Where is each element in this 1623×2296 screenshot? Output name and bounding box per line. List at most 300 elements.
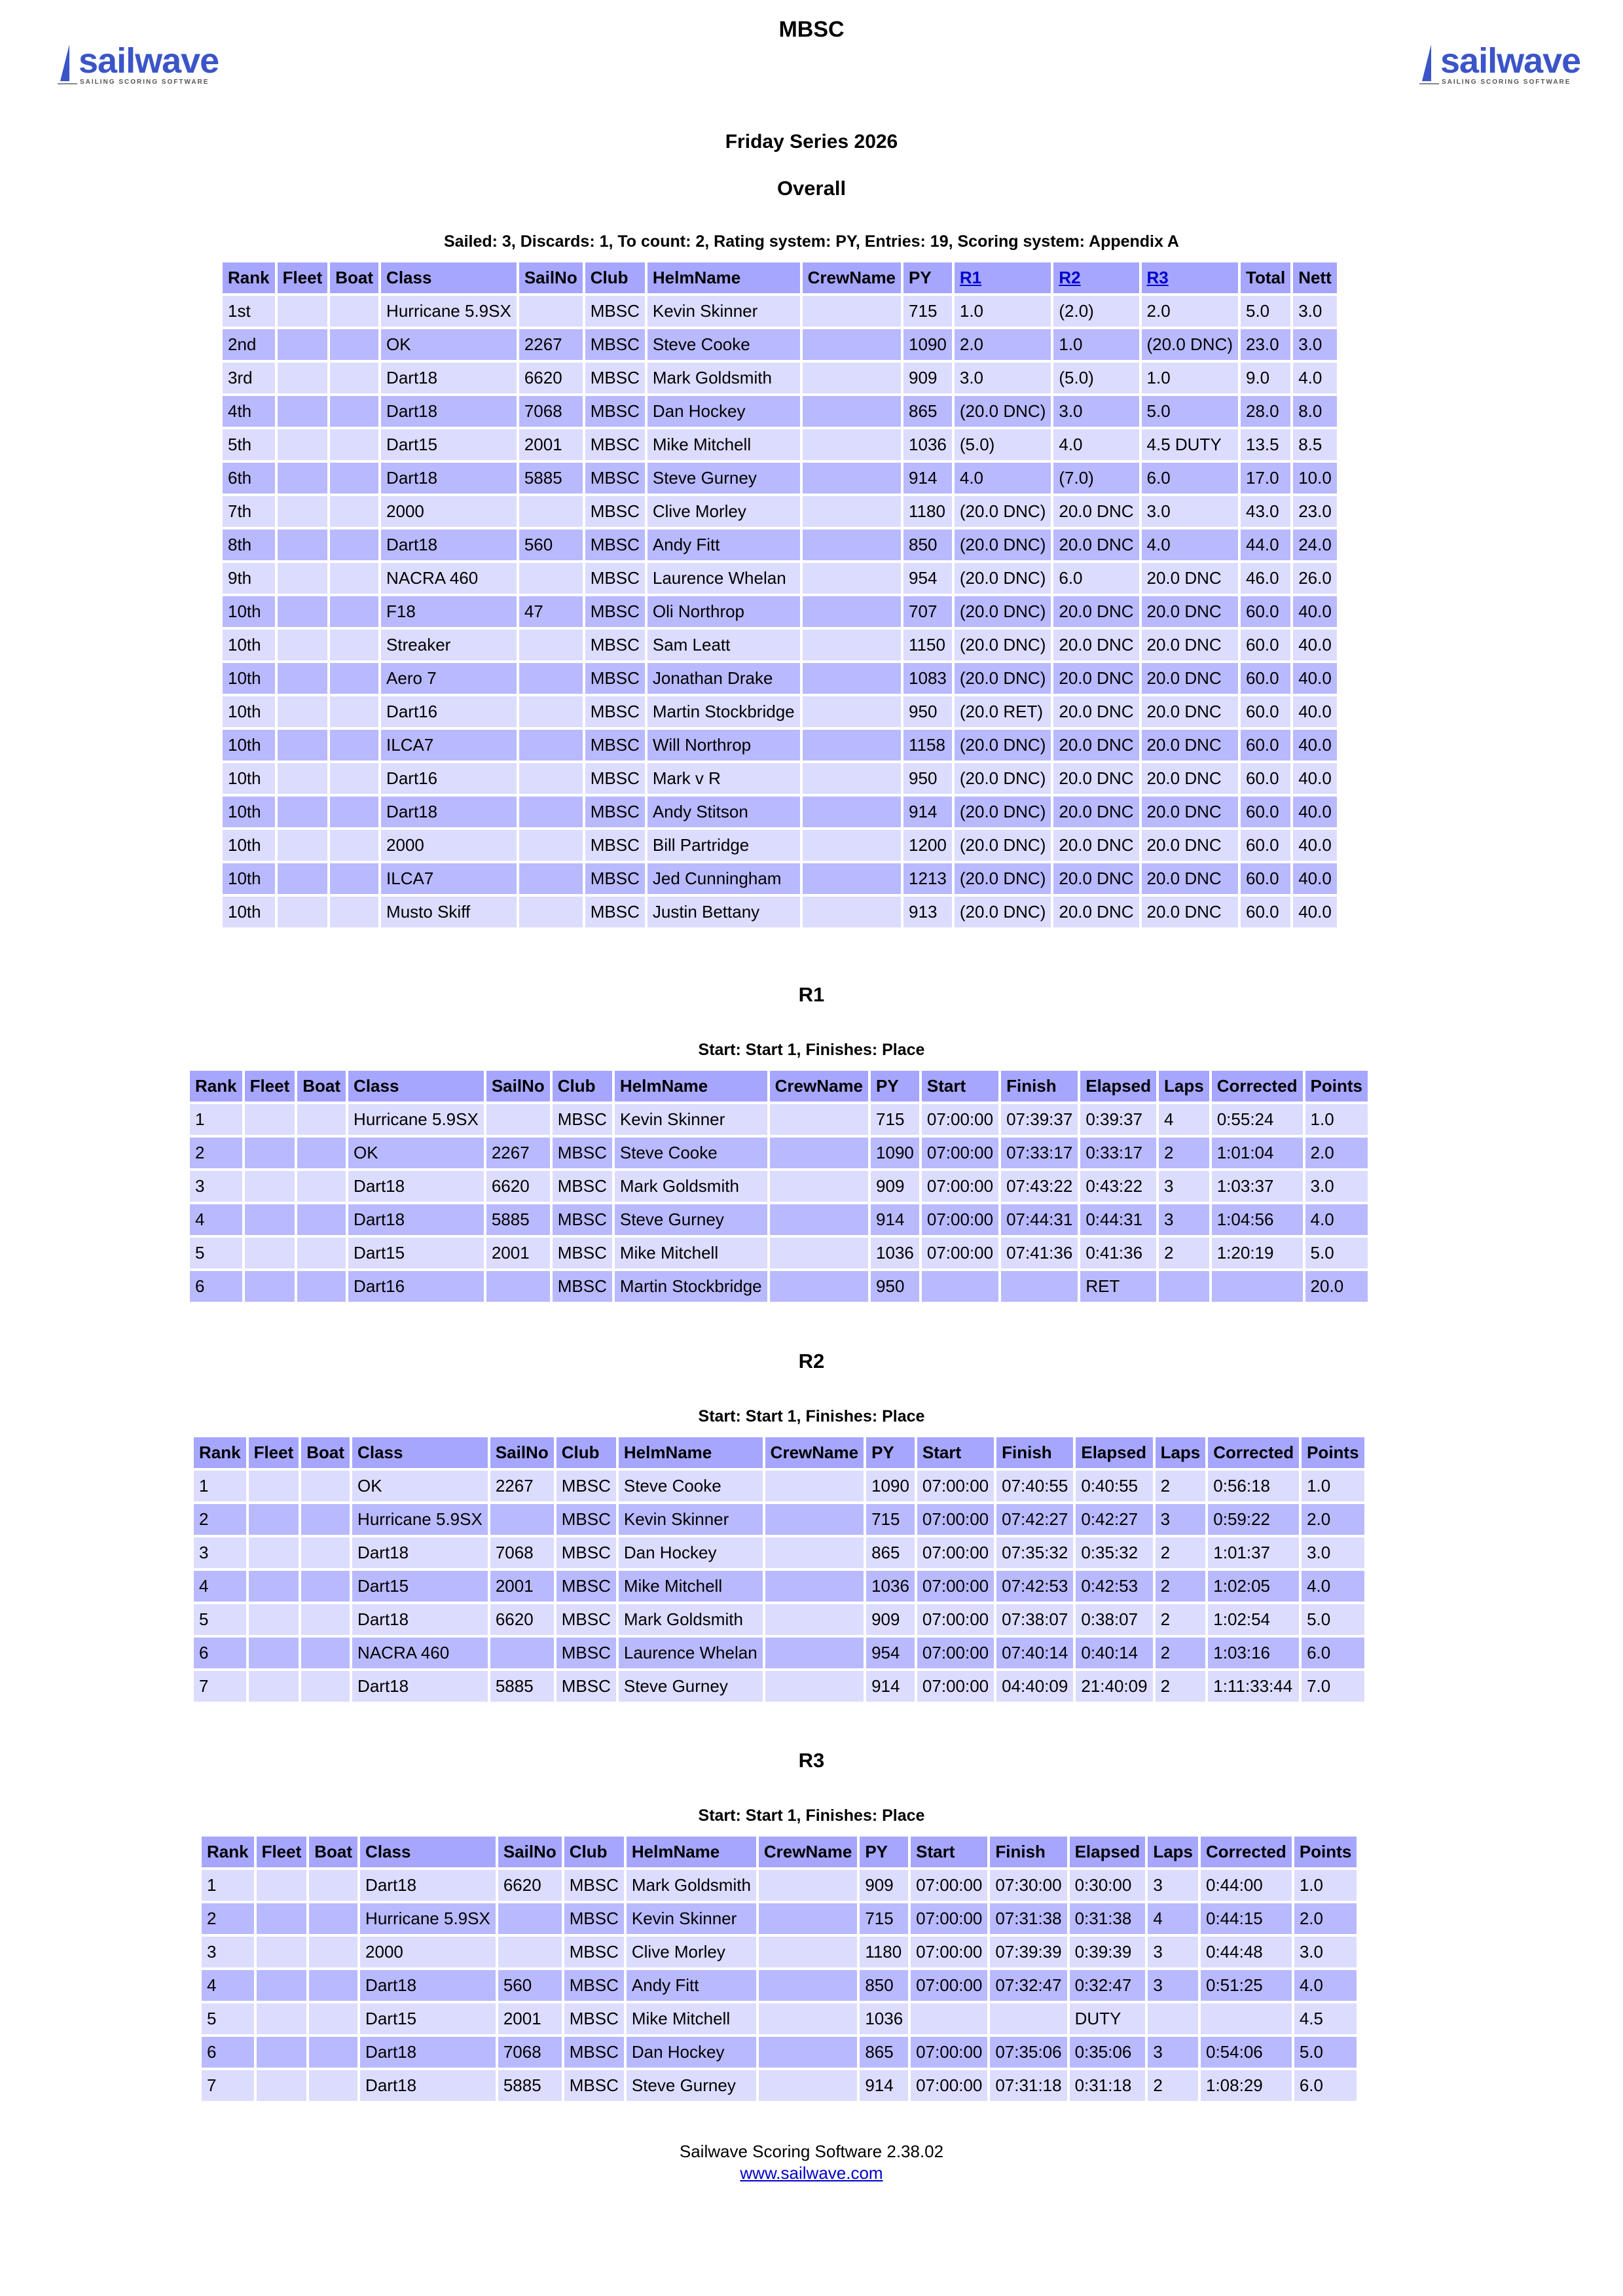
cell-crewname [803, 763, 901, 794]
column-header-r1 [955, 262, 1051, 293]
cell-club: MBSC [585, 863, 645, 894]
cell-sailno: 6620 [490, 1604, 554, 1635]
cell-class: Dart18 [352, 1671, 488, 1702]
cell-rank: 2nd [223, 329, 275, 360]
cell-points: 4.0 [1305, 1204, 1368, 1235]
cell-boat [330, 463, 378, 493]
cell-total: 5.0 [1241, 296, 1290, 327]
cell-r3: 20.0 DNC [1142, 830, 1238, 861]
column-header-elapsed: Elapsed [1070, 1837, 1146, 1867]
cell-r2: (2.0) [1053, 296, 1139, 327]
cell-corrected: 1:02:05 [1208, 1571, 1299, 1602]
cell-boat [330, 830, 378, 861]
cell-fleet [278, 429, 328, 460]
cell-class: Dart15 [360, 2003, 496, 2034]
cell-helmname: Jed Cunningham [647, 863, 800, 894]
cell-py: 865 [903, 396, 952, 427]
table-header-row [202, 1837, 1357, 1867]
column-header-helmname: HelmName [615, 1071, 767, 1102]
cell-corrected: 0:56:18 [1208, 1471, 1299, 1501]
cell-py: 1083 [903, 663, 952, 694]
table-row [194, 1638, 1364, 1668]
cell-r3: 20.0 DNC [1142, 897, 1238, 927]
cell-py: 1036 [871, 1238, 919, 1268]
cell-py: 909 [903, 363, 952, 393]
cell-crewname [770, 1138, 868, 1168]
cell-r2: 20.0 DNC [1053, 797, 1139, 827]
cell-crewname [803, 429, 901, 460]
cell-sailno: 560 [498, 1970, 562, 2001]
cell-finish: 07:30:00 [990, 1870, 1067, 1901]
cell-nett: 40.0 [1293, 863, 1337, 894]
cell-club: MBSC [564, 1970, 624, 2001]
club-title: MBSC [778, 17, 845, 42]
cell-py: 865 [860, 2037, 908, 2068]
cell-club: MBSC [556, 1604, 616, 1635]
column-header-r3 [1142, 262, 1238, 293]
cell-fleet [278, 663, 328, 694]
cell-r1: (20.0 DNC) [955, 730, 1051, 761]
cell-py: 1213 [903, 863, 952, 894]
cell-elapsed: 0:41:36 [1080, 1238, 1156, 1268]
cell-points: 3.0 [1305, 1171, 1368, 1202]
cell-total: 60.0 [1241, 897, 1290, 927]
cell-boat [330, 596, 378, 627]
cell-class: Dart18 [381, 463, 517, 493]
table-row [223, 396, 1337, 427]
cell-club: MBSC [553, 1271, 612, 1302]
cell-crewname [759, 2003, 857, 2034]
cell-r3: 2.0 [1142, 296, 1238, 327]
cell-sailno: 7068 [498, 2037, 562, 2068]
cell-crewname [765, 1671, 864, 1702]
cell-boat [309, 1903, 357, 1934]
cell-crewname [759, 2070, 857, 2101]
cell-r2: 1.0 [1053, 329, 1139, 360]
cell-laps: 3 [1148, 1870, 1198, 1901]
cell-r1: 4.0 [955, 463, 1051, 493]
table-row [223, 797, 1337, 827]
cell-elapsed: 0:33:17 [1080, 1138, 1156, 1168]
cell-laps: 2 [1156, 1604, 1206, 1635]
cell-boat [330, 897, 378, 927]
cell-crewname [765, 1537, 864, 1568]
cell-boat [330, 763, 378, 794]
cell-helmname: Steve Gurney [615, 1204, 767, 1235]
cell-py: 954 [866, 1638, 915, 1668]
cell-rank: 8th [223, 529, 275, 560]
cell-nett: 8.0 [1293, 396, 1337, 427]
sail-icon [58, 43, 77, 89]
column-header-class: Class [348, 1071, 484, 1102]
table-row [194, 1504, 1364, 1535]
table-row [223, 763, 1337, 794]
cell-py: 707 [903, 596, 952, 627]
cell-r1: 2.0 [955, 329, 1051, 360]
cell-club: MBSC [556, 1537, 616, 1568]
cell-boat [330, 396, 378, 427]
race-link-r1[interactable]: R1 [959, 268, 982, 287]
cell-nett: 40.0 [1293, 830, 1337, 861]
cell-class: NACRA 460 [352, 1638, 488, 1668]
cell-class: NACRA 460 [381, 563, 517, 594]
cell-r1: (20.0 DNC) [955, 496, 1051, 527]
table-row [223, 596, 1337, 627]
cell-helmname: Steve Gurney [627, 2070, 756, 2101]
cell-class: 2000 [381, 830, 517, 861]
cell-sailno: 5885 [486, 1204, 550, 1235]
cell-elapsed: 0:30:00 [1070, 1870, 1146, 1901]
table-row [190, 1271, 1368, 1302]
cell-finish: 07:44:31 [1001, 1204, 1078, 1235]
cell-elapsed: 0:44:31 [1080, 1204, 1156, 1235]
cell-rank: 3rd [223, 363, 275, 393]
race-r3-table [199, 1834, 1359, 2104]
cell-boat [301, 1471, 350, 1501]
cell-club: MBSC [585, 830, 645, 861]
cell-crewname [765, 1504, 864, 1535]
cell-laps: 4 [1159, 1104, 1209, 1135]
cell-laps [1159, 1271, 1209, 1302]
cell-helmname: Mike Mitchell [615, 1238, 767, 1268]
cell-boat [330, 329, 378, 360]
cell-crewname [803, 529, 901, 560]
cell-laps: 3 [1148, 1937, 1198, 1967]
cell-class: Dart18 [381, 797, 517, 827]
cell-rank: 7 [202, 2070, 254, 2101]
cell-club: MBSC [585, 630, 645, 660]
cell-py: 715 [903, 296, 952, 327]
cell-total: 60.0 [1241, 596, 1290, 627]
cell-py: 715 [871, 1104, 919, 1135]
cell-helmname: Mike Mitchell [647, 429, 800, 460]
cell-start: 07:00:00 [917, 1471, 994, 1501]
cell-total: 13.5 [1241, 429, 1290, 460]
cell-boat [297, 1238, 346, 1268]
cell-r3: 20.0 DNC [1142, 763, 1238, 794]
column-header-boat: Boat [309, 1837, 357, 1867]
cell-crewname [803, 630, 901, 660]
race-link-r3[interactable]: R3 [1146, 268, 1169, 287]
cell-py: 909 [866, 1604, 915, 1635]
cell-points: 3.0 [1294, 1937, 1357, 1967]
cell-elapsed: 0:35:06 [1070, 2037, 1146, 2068]
cell-start: 07:00:00 [922, 1171, 998, 1202]
cell-helmname: Kevin Skinner [615, 1104, 767, 1135]
cell-total: 17.0 [1241, 463, 1290, 493]
cell-start: 07:00:00 [911, 2070, 987, 2101]
cell-fleet [257, 1970, 307, 2001]
cell-points: 20.0 [1305, 1271, 1368, 1302]
cell-class: Dart18 [381, 363, 517, 393]
cell-helmname: Mark v R [647, 763, 800, 794]
cell-fleet [245, 1171, 295, 1202]
cell-corrected: 1:01:04 [1212, 1138, 1303, 1168]
cell-crewname [803, 830, 901, 861]
cell-elapsed: 21:40:09 [1076, 1671, 1152, 1702]
table-row [223, 463, 1337, 493]
column-header-club: Club [585, 262, 645, 293]
sailwave-link[interactable]: www.sailwave.com [740, 2163, 883, 2183]
column-header-crewname: CrewName [803, 262, 901, 293]
cell-club: MBSC [564, 2070, 624, 2101]
cell-py: 954 [903, 563, 952, 594]
cell-boat [330, 730, 378, 761]
cell-sailno: 2267 [486, 1138, 550, 1168]
cell-py: 850 [860, 1970, 908, 2001]
cell-py: 913 [903, 897, 952, 927]
column-header-boat: Boat [301, 1437, 350, 1468]
cell-finish: 07:35:32 [996, 1537, 1073, 1568]
cell-corrected: 0:59:22 [1208, 1504, 1299, 1535]
cell-py: 914 [903, 797, 952, 827]
column-header-corrected: Corrected [1212, 1071, 1303, 1102]
table-row [194, 1471, 1364, 1501]
cell-crewname [770, 1271, 868, 1302]
table-row [190, 1171, 1368, 1202]
cell-sailno [519, 296, 583, 327]
footer [0, 2142, 1623, 2183]
cell-helmname: Andy Fitt [647, 529, 800, 560]
cell-boat [309, 1870, 357, 1901]
logo-wordmark: sailwave [1440, 41, 1581, 81]
cell-class: Hurricane 5.9SX [360, 1903, 496, 1934]
cell-club: MBSC [585, 563, 645, 594]
cell-py: 1200 [903, 830, 952, 861]
cell-points: 1.0 [1294, 1870, 1357, 1901]
cell-start: 07:00:00 [922, 1138, 998, 1168]
column-header-r2 [1053, 262, 1139, 293]
cell-start: 07:00:00 [917, 1638, 994, 1668]
cell-class: Dart16 [348, 1271, 484, 1302]
column-header-fleet: Fleet [278, 262, 328, 293]
cell-start: 07:00:00 [917, 1504, 994, 1535]
table-row [190, 1104, 1368, 1135]
cell-fleet [257, 2003, 307, 2034]
cell-total: 44.0 [1241, 529, 1290, 560]
cell-class: Dart18 [360, 2070, 496, 2101]
cell-rank: 2 [190, 1138, 242, 1168]
table-row [194, 1571, 1364, 1602]
cell-rank: 4 [194, 1571, 246, 1602]
cell-fleet [249, 1638, 299, 1668]
cell-boat [297, 1171, 346, 1202]
cell-sailno: 2001 [498, 2003, 562, 2034]
table-row [223, 363, 1337, 393]
cell-fleet [278, 696, 328, 727]
cell-rank: 10th [223, 596, 275, 627]
column-header-finish: Finish [1001, 1071, 1078, 1102]
column-header-py: PY [903, 262, 952, 293]
cell-class: Dart16 [381, 763, 517, 794]
cell-laps: 2 [1159, 1138, 1209, 1168]
cell-sailno [498, 1937, 562, 1967]
cell-fleet [257, 1870, 307, 1901]
cell-points: 1.0 [1302, 1471, 1364, 1501]
table-header-row [223, 262, 1337, 293]
table-row [190, 1238, 1368, 1268]
cell-boat [309, 2070, 357, 2101]
cell-points: 5.0 [1294, 2037, 1357, 2068]
cell-crewname [765, 1604, 864, 1635]
cell-nett: 3.0 [1293, 296, 1337, 327]
table-row [202, 1937, 1357, 1967]
cell-crewname [770, 1171, 868, 1202]
column-header-club: Club [564, 1837, 624, 1867]
cell-fleet [278, 329, 328, 360]
cell-rank: 10th [223, 863, 275, 894]
cell-sailno [498, 1903, 562, 1934]
cell-finish: 07:39:39 [990, 1937, 1067, 1967]
cell-nett: 4.0 [1293, 363, 1337, 393]
cell-r1: (20.0 DNC) [955, 396, 1051, 427]
cell-sailno: 2267 [519, 329, 583, 360]
cell-sailno [519, 696, 583, 727]
cell-crewname [803, 897, 901, 927]
table-row [194, 1537, 1364, 1568]
cell-crewname [803, 730, 901, 761]
cell-sailno: 47 [519, 596, 583, 627]
cell-py: 914 [860, 2070, 908, 2101]
cell-nett: 40.0 [1293, 897, 1337, 927]
cell-crewname [803, 563, 901, 594]
cell-fleet [278, 630, 328, 660]
cell-class: Hurricane 5.9SX [381, 296, 517, 327]
cell-py: 1036 [903, 429, 952, 460]
cell-boat [330, 529, 378, 560]
cell-r3: 20.0 DNC [1142, 696, 1238, 727]
cell-club: MBSC [553, 1204, 612, 1235]
cell-crewname [803, 797, 901, 827]
cell-rank: 10th [223, 897, 275, 927]
race-subtitle-r2: Start: Start 1, Finishes: Place [698, 1407, 925, 1426]
cell-laps: 2 [1156, 1471, 1206, 1501]
cell-py: 1180 [860, 1937, 908, 1967]
table-row [223, 329, 1337, 360]
cell-crewname [759, 2037, 857, 2068]
cell-helmname: Jonathan Drake [647, 663, 800, 694]
cell-club: MBSC [585, 596, 645, 627]
cell-points: 2.0 [1305, 1138, 1368, 1168]
cell-helmname: Mark Goldsmith [619, 1604, 763, 1635]
cell-helmname: Mike Mitchell [627, 2003, 756, 2034]
cell-helmname: Martin Stockbridge [615, 1271, 767, 1302]
cell-rank: 1 [202, 1870, 254, 1901]
cell-start: 07:00:00 [922, 1204, 998, 1235]
cell-crewname [803, 396, 901, 427]
cell-boat [297, 1204, 346, 1235]
cell-start: 07:00:00 [911, 2037, 987, 2068]
cell-class: Hurricane 5.9SX [352, 1504, 488, 1535]
cell-sailno: 6620 [498, 1870, 562, 1901]
cell-club: MBSC [585, 730, 645, 761]
cell-helmname: Steve Cooke [615, 1138, 767, 1168]
cell-rank: 10th [223, 830, 275, 861]
cell-boat [330, 663, 378, 694]
cell-crewname [803, 329, 901, 360]
cell-r3: 3.0 [1142, 496, 1238, 527]
cell-sailno [519, 830, 583, 861]
column-header-helmname: HelmName [619, 1437, 763, 1468]
cell-club: MBSC [553, 1238, 612, 1268]
cell-corrected: 0:51:25 [1201, 1970, 1292, 2001]
cell-crewname [803, 296, 901, 327]
column-header-elapsed: Elapsed [1080, 1071, 1156, 1102]
cell-r2: 3.0 [1053, 396, 1139, 427]
cell-r3: 20.0 DNC [1142, 730, 1238, 761]
cell-points: 4.5 [1294, 2003, 1357, 2034]
column-header-finish: Finish [990, 1837, 1067, 1867]
cell-crewname [803, 463, 901, 493]
cell-r2: 20.0 DNC [1053, 863, 1139, 894]
cell-elapsed: 0:32:47 [1070, 1970, 1146, 2001]
cell-total: 60.0 [1241, 797, 1290, 827]
cell-crewname [765, 1571, 864, 1602]
cell-fleet [249, 1604, 299, 1635]
cell-boat [330, 363, 378, 393]
cell-rank: 10th [223, 663, 275, 694]
cell-nett: 26.0 [1293, 563, 1337, 594]
cell-rank: 2 [194, 1504, 246, 1535]
cell-start: 07:00:00 [911, 1903, 987, 1934]
cell-corrected [1201, 2003, 1292, 2034]
cell-r2: 20.0 DNC [1053, 496, 1139, 527]
cell-py: 950 [871, 1271, 919, 1302]
column-header-sailno: SailNo [519, 262, 583, 293]
cell-helmname: Sam Leatt [647, 630, 800, 660]
cell-sailno [519, 797, 583, 827]
cell-class: OK [381, 329, 517, 360]
cell-rank: 4 [190, 1204, 242, 1235]
cell-r2: 20.0 DNC [1053, 730, 1139, 761]
cell-fleet [249, 1571, 299, 1602]
cell-boat [330, 863, 378, 894]
cell-sailno [490, 1504, 554, 1535]
table-row [223, 496, 1337, 527]
sailwave-logo-right [1414, 41, 1581, 93]
column-header-class: Class [360, 1837, 496, 1867]
cell-finish: 07:31:38 [990, 1903, 1067, 1934]
column-header-rank: Rank [223, 262, 275, 293]
cell-elapsed: 0:42:53 [1076, 1571, 1152, 1602]
cell-rank: 3 [194, 1537, 246, 1568]
table-row [223, 630, 1337, 660]
cell-fleet [249, 1504, 299, 1535]
cell-elapsed: 0:39:39 [1070, 1937, 1146, 1967]
cell-py: 850 [903, 529, 952, 560]
column-header-points: Points [1294, 1837, 1357, 1867]
cell-class: F18 [381, 596, 517, 627]
cell-fleet [257, 1903, 307, 1934]
cell-points: 6.0 [1302, 1638, 1364, 1668]
cell-nett: 40.0 [1293, 663, 1337, 694]
table-row [190, 1204, 1368, 1235]
cell-r1: (20.0 DNC) [955, 863, 1051, 894]
table-row [202, 1903, 1357, 1934]
cell-elapsed: 0:40:14 [1076, 1638, 1152, 1668]
table-row [202, 1870, 1357, 1901]
cell-fleet [245, 1138, 295, 1168]
cell-start: 07:00:00 [911, 1937, 987, 1967]
race-link-r2[interactable]: R2 [1059, 268, 1081, 287]
cell-class: 2000 [381, 496, 517, 527]
cell-crewname [770, 1238, 868, 1268]
cell-finish: 07:32:47 [990, 1970, 1067, 2001]
cell-fleet [257, 1937, 307, 1967]
cell-nett: 40.0 [1293, 730, 1337, 761]
cell-helmname: Oli Northrop [647, 596, 800, 627]
race-r1-table [187, 1068, 1370, 1304]
